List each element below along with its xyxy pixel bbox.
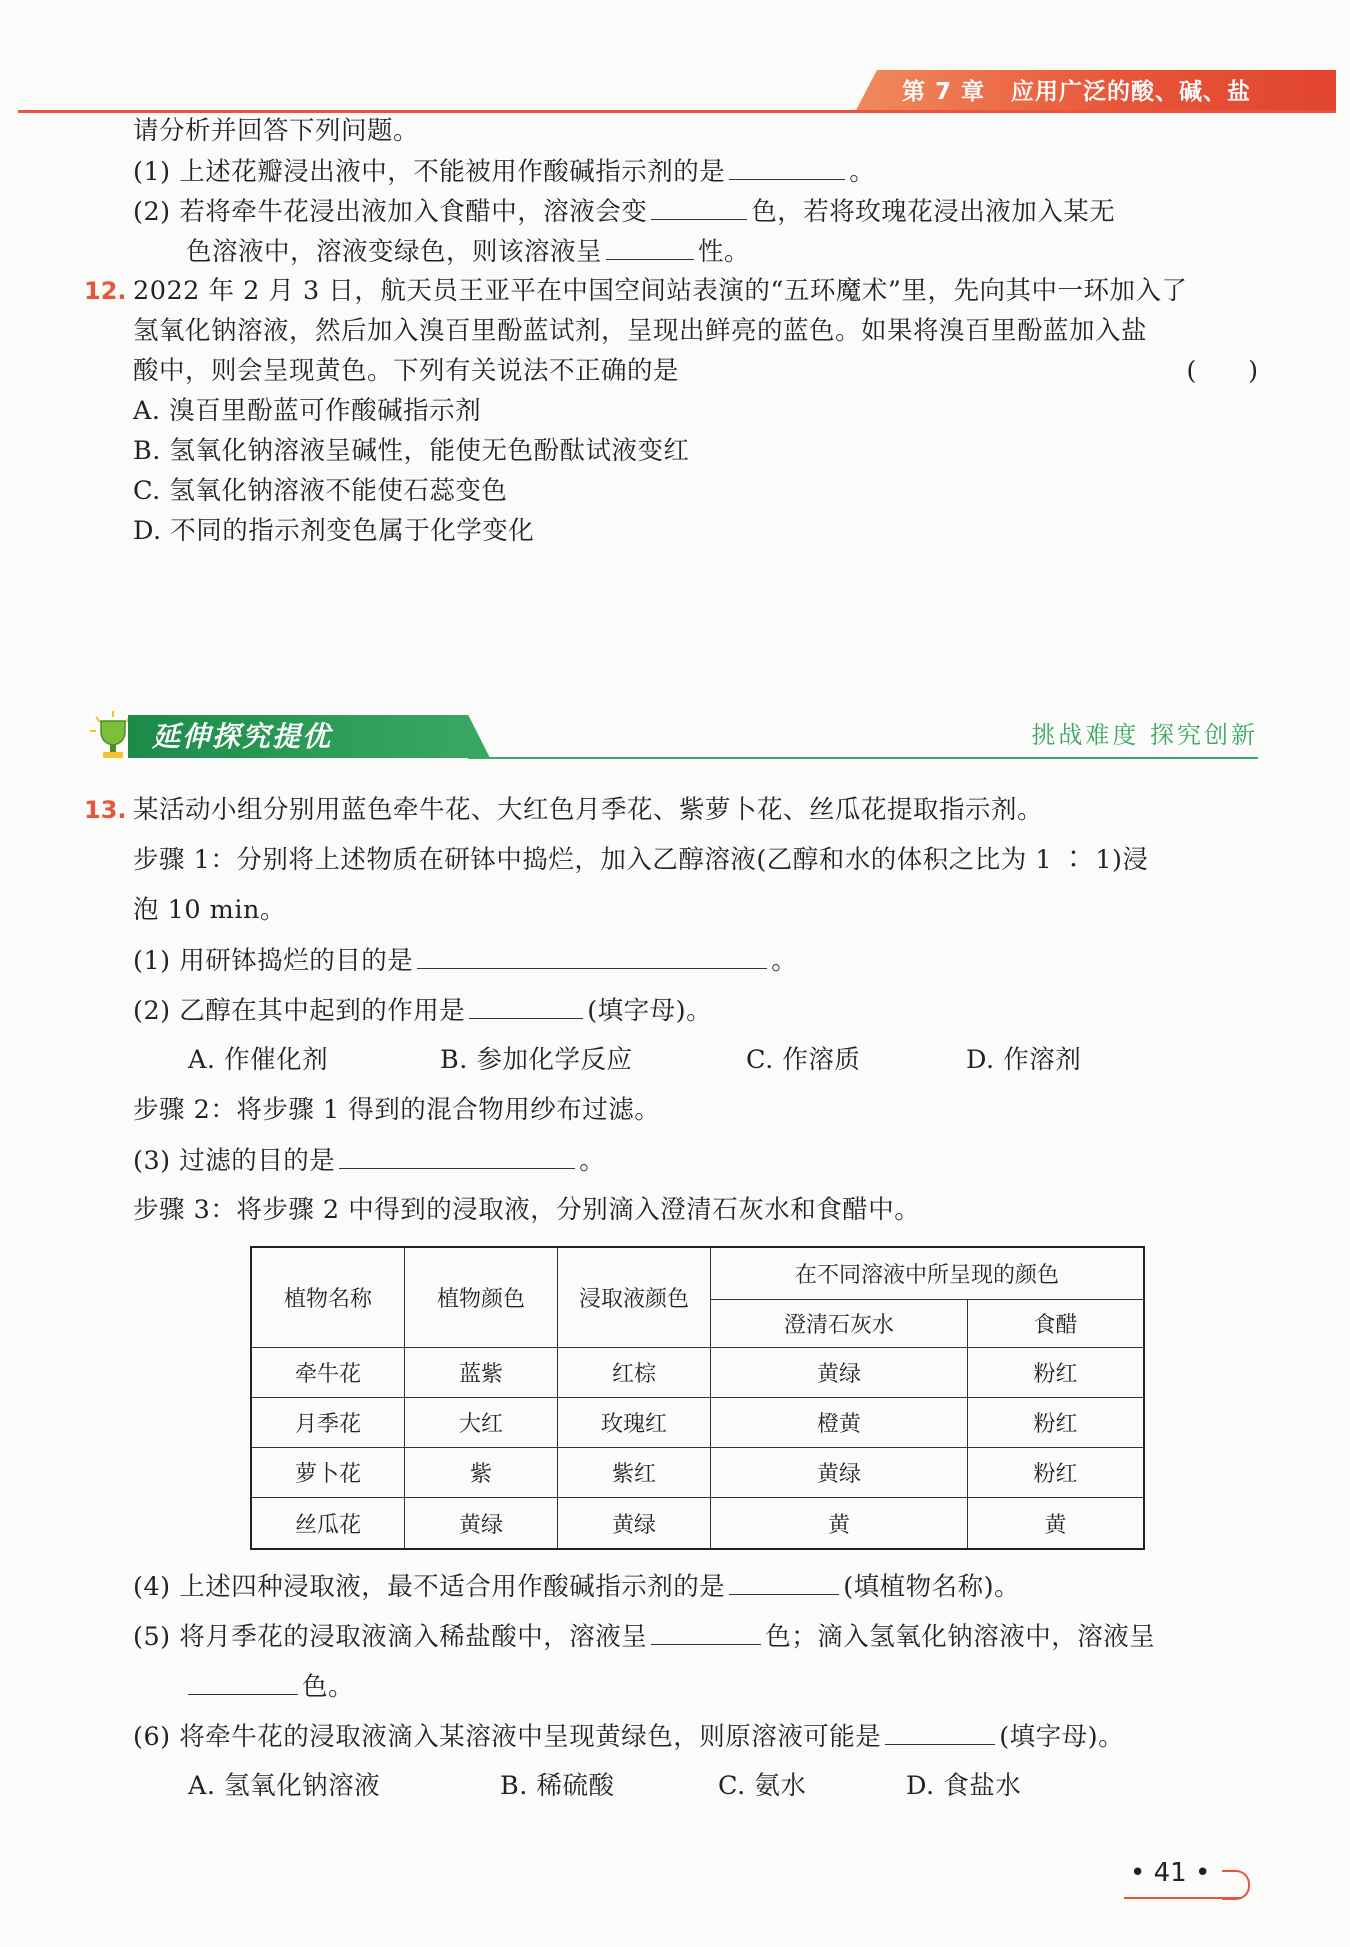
answer-parentheses[interactable]: ( ): [1186, 356, 1258, 385]
q11-part2-cont: 色溶液中，溶液变绿色，则该溶液呈 性。: [186, 233, 750, 270]
q12-option-a: A. 溴百里酚蓝可作酸碱指示剂: [133, 396, 482, 426]
q13-p2-option-c: C. 作溶质: [746, 1045, 861, 1075]
answer-blank[interactable]: [729, 153, 845, 180]
q13-p6-option-d: D. 食盐水: [906, 1771, 1022, 1801]
q13-p6-option-a: A. 氢氧化钠溶液: [188, 1771, 381, 1801]
q12-option-d: D. 不同的指示剂变色属于化学变化: [133, 516, 535, 546]
table-header-color: 植物颜色: [405, 1247, 558, 1347]
q11-part1: (1) 上述花瓣浸出液中，不能被用作酸碱指示剂的是 。: [133, 153, 875, 190]
q13-step1-cont: 泡 10 min。: [133, 895, 286, 925]
q12-line2: 氢氧化钠溶液，然后加入溴百里酚蓝试剂，呈现出鲜亮的蓝色。如果将溴百里酚蓝加入盐: [133, 316, 1148, 346]
table-row: 月季花 大红 玫瑰红 橙黄 粉红: [251, 1397, 1144, 1447]
q13-p2-option-d: D. 作溶剂: [966, 1045, 1082, 1075]
table-header-plant: 植物名称: [251, 1247, 405, 1347]
chapter-number: 第 7 章: [902, 79, 986, 105]
section-banner: [88, 713, 1258, 761]
q13-part3: (3) 过滤的目的是 。: [133, 1142, 605, 1179]
q13-p2-option-b: B. 参加化学反应: [440, 1045, 633, 1075]
q13-part5-cont: 色。: [188, 1668, 354, 1705]
q12-line1: 2022 年 2 月 3 日，航天员王亚平在中国空间站表演的“五环魔术”里，先向其中一环加入了: [133, 276, 1188, 306]
answer-blank[interactable]: [606, 233, 694, 260]
q13-part2: (2) 乙醇在其中起到的作用是 (填字母)。: [133, 992, 712, 1029]
question-number: 12.: [84, 277, 127, 305]
q12-option-c: C. 氢氧化钠溶液不能使石蕊变色: [133, 476, 508, 506]
section-subtitle: 挑战难度 探究创新: [1031, 721, 1258, 749]
q13-p2-option-a: A. 作催化剂: [188, 1045, 329, 1075]
q13-part4: (4) 上述四种浸取液，最不适合用作酸碱指示剂的是 (填植物名称)。: [133, 1568, 1020, 1605]
table-row: 丝瓜花 黄绿 黄绿 黄 黄: [251, 1498, 1144, 1549]
table-row: 萝卜花 紫 紫红 黄绿 粉红: [251, 1448, 1144, 1498]
chapter-title: 应用广泛的酸、碱、盐: [1011, 79, 1252, 105]
chapter-header: [902, 75, 1251, 109]
answer-blank[interactable]: [188, 1668, 298, 1695]
answer-blank[interactable]: [651, 193, 747, 220]
q11-intro: 请分析并回答下列问题。: [133, 116, 420, 146]
answer-blank[interactable]: [417, 942, 767, 969]
table-header-vinegar: 食醋: [968, 1299, 1145, 1347]
table-header-extract: 浸取液颜色: [558, 1247, 711, 1347]
q13-step2: 步骤 2：将步骤 1 得到的混合物用纱布过滤。: [133, 1095, 661, 1125]
table-header-lime: 澄清石灰水: [711, 1299, 968, 1347]
answer-blank[interactable]: [339, 1142, 575, 1169]
q11-part2: (2) 若将牵牛花浸出液加入食醋中，溶液会变 色，若将玫瑰花浸出液加入某无: [133, 193, 1115, 230]
q13-p6-option-b: B. 稀硫酸: [500, 1771, 615, 1801]
section-divider: [468, 757, 1258, 759]
q13-part5: (5) 将月季花的浸取液滴入稀盐酸中，溶液呈 色；滴入氢氧化钠溶液中，溶液呈: [133, 1618, 1155, 1655]
question-number: 13.: [84, 796, 127, 824]
indicator-color-table: [250, 1246, 1145, 1550]
q13-intro: 某活动小组分别用蓝色牵牛花、大红色月季花、紫萝卜花、丝瓜花提取指示剂。: [133, 795, 1044, 825]
answer-blank[interactable]: [469, 992, 583, 1019]
page-number-hook-icon: [1222, 1870, 1250, 1900]
q13-step1: 步骤 1：分别将上述物质在研钵中捣烂，加入乙醇溶液(乙醇和水的体积之比为 1 ∶ 1)浸: [133, 845, 1149, 875]
table-header-group: 在不同溶液中所呈现的颜色: [711, 1247, 1145, 1299]
answer-blank[interactable]: [885, 1718, 995, 1745]
q13-part1: (1) 用研钵捣烂的目的是 。: [133, 942, 797, 979]
section-title: 延伸探究提优: [152, 720, 333, 753]
page-number: • 41 •: [1130, 1858, 1211, 1888]
answer-blank[interactable]: [729, 1568, 839, 1595]
q12-option-b: B. 氢氧化钠溶液呈碱性，能使无色酚酞试液变红: [133, 436, 690, 466]
q13-p6-option-c: C. 氨水: [718, 1771, 807, 1801]
q12-line3: 酸中，则会呈现黄色。下列有关说法不正确的是: [133, 356, 680, 386]
q13-step3: 步骤 3：将步骤 2 中得到的浸取液，分别滴入澄清石灰水和食醋中。: [133, 1195, 921, 1225]
q13-part6: (6) 将牵牛花的浸取液滴入某溶液中呈现黄绿色，则原溶液可能是 (填字母)。: [133, 1718, 1124, 1755]
table-row: 牵牛花 蓝紫 红棕 黄绿 粉红: [251, 1347, 1144, 1397]
answer-blank[interactable]: [651, 1618, 761, 1645]
